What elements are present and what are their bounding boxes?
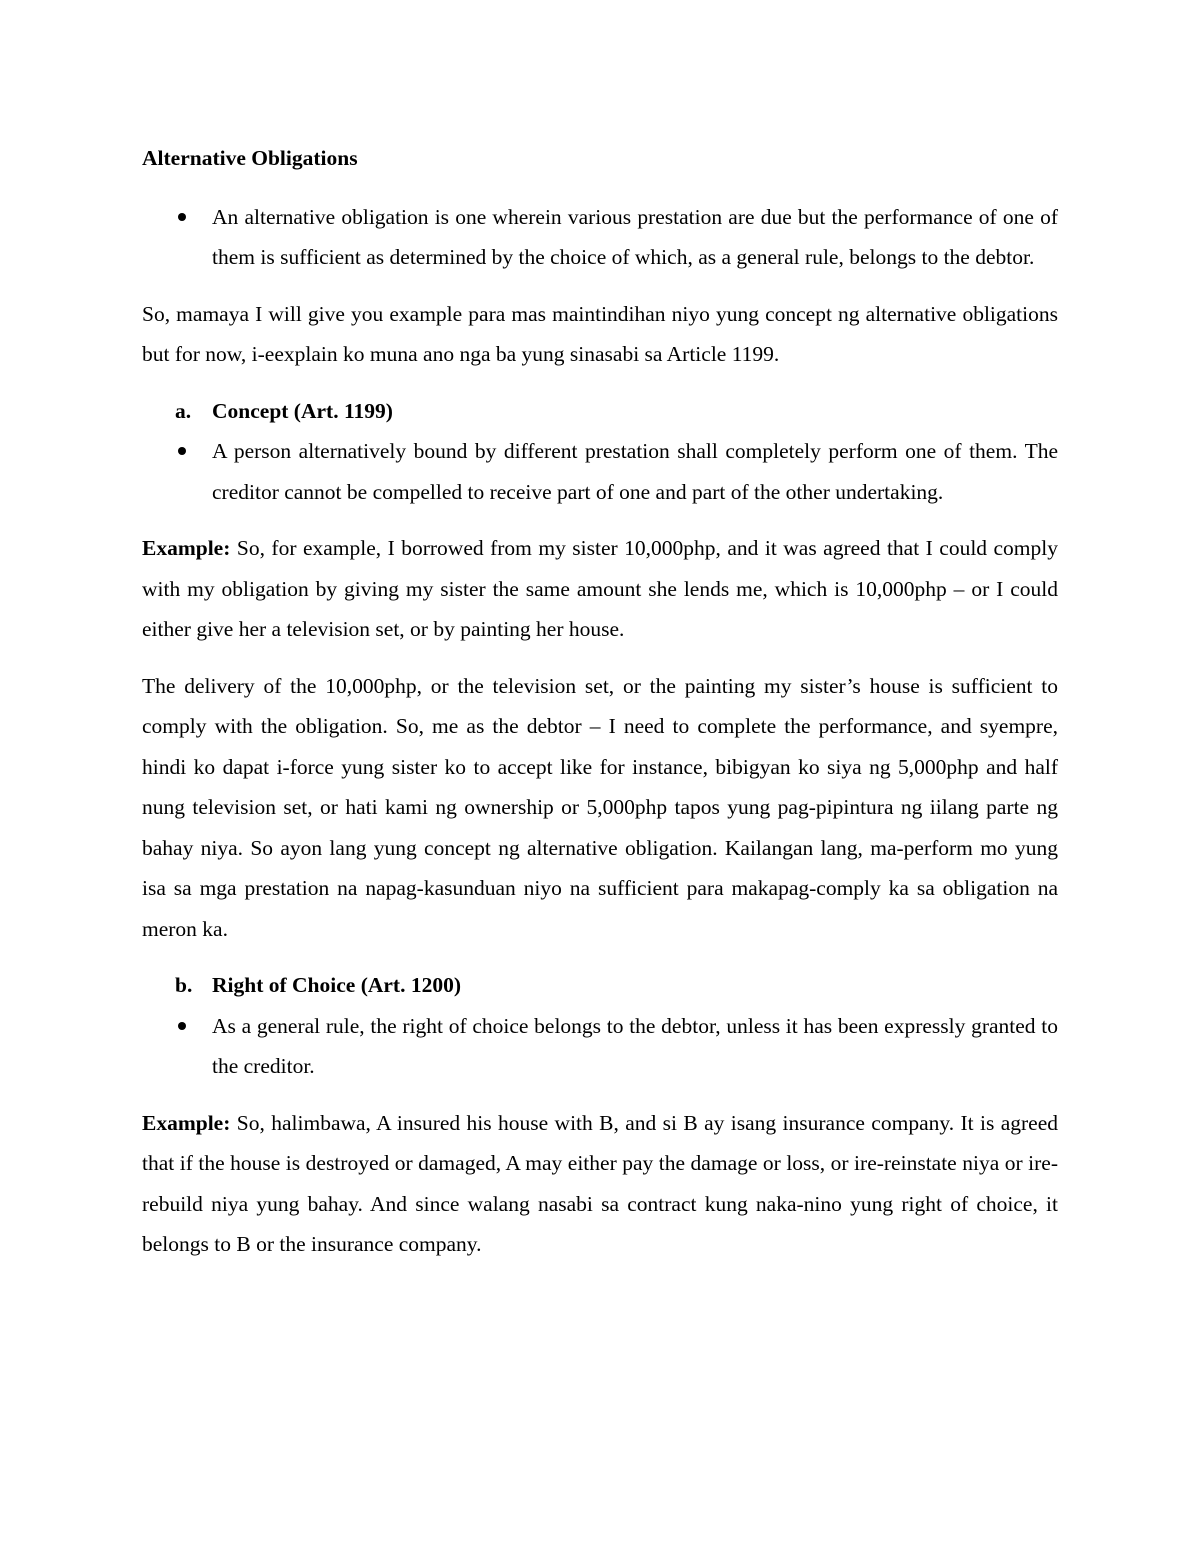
bullet-icon bbox=[178, 1022, 186, 1030]
intro-bullet-text: An alternative obligation is one wherein various prestation are due but the performance of one of them is sufficient as determined by the choice of which, as a general rule, belongs to the debtor. bbox=[212, 204, 1058, 269]
section-a-example-text: So, for example, I borrowed from my sister 10,000php, and it was agreed that I could comply with my obligation by giving my sister the same amount she lends me, which is 10,000php – or I could either give her a television set, or by painting her house. bbox=[142, 536, 1058, 641]
section-a-heading bbox=[142, 391, 1058, 432]
section-a-letter: a. bbox=[175, 398, 192, 423]
intro-paragraph: So, mamaya I will give you example para mas maintindihan niyo yung concept ng alternative obligations but for now, i-eexplain ko muna ano nga ba yung sinasabi sa Article 1199. bbox=[142, 301, 1058, 366]
section-a-example bbox=[142, 528, 1058, 650]
section-a-bullet-text: A person alternatively bound by different prestation shall completely perform one of them. The creditor cannot be compelled to receive part of one and part of the other undertaking. bbox=[212, 439, 1058, 504]
section-b-example bbox=[142, 1103, 1058, 1265]
section-b-bullet-text: As a general rule, the right of choice belongs to the debtor, unless it has been expressly granted to the creditor. bbox=[212, 1013, 1058, 1078]
document-body bbox=[142, 138, 1058, 1281]
section-b-example-text: So, halimbawa, A insured his house with B, and si B ay isang insurance company. It is agreed that if the house is destroyed or damaged, A may either pay the damage or loss, or ire-reinstate niya or ire-rebuild niya yung bahay. And since walang nasabi sa contract kung naka-nino yung right of choice, it belongs to B or the insurance company. bbox=[142, 1110, 1058, 1256]
section-a-explanation: The delivery of the 10,000php, or the television set, or the painting my sister’s house is sufficient to comply with the obligation. So, me as the debtor – I need to complete the performance, and syempre, hindi ko dapat i-force yung sister ko to accept like for instance, bibigyan ko siya ng 5,000php and half nung television set, or hati kami ng ownership or 5,000php tapos yung pag-pipintura ng iilang parte ng bahay niya. So ayon lang yung concept ng alternative obligation. Kailangan lang, ma-perform mo yung isa sa mga prestation na napag-kasunduan niyo na sufficient para makapag-comply ka sa obligation na meron ka. bbox=[142, 673, 1058, 941]
example-label: Example: bbox=[142, 1110, 231, 1135]
document-title: Alternative Obligations bbox=[142, 146, 358, 170]
intro-bullet bbox=[142, 197, 1058, 278]
example-label: Example: bbox=[142, 536, 231, 560]
section-a-bullet bbox=[142, 431, 1058, 512]
section-b-heading bbox=[142, 965, 1058, 1006]
bullet-icon bbox=[178, 213, 186, 221]
bullet-icon bbox=[178, 447, 186, 455]
section-b-bullet bbox=[142, 1006, 1058, 1087]
section-b-letter: b. bbox=[175, 973, 193, 997]
section-a-title: Concept (Art. 1199) bbox=[212, 398, 393, 423]
section-b-title: Right of Choice (Art. 1200) bbox=[212, 973, 461, 997]
